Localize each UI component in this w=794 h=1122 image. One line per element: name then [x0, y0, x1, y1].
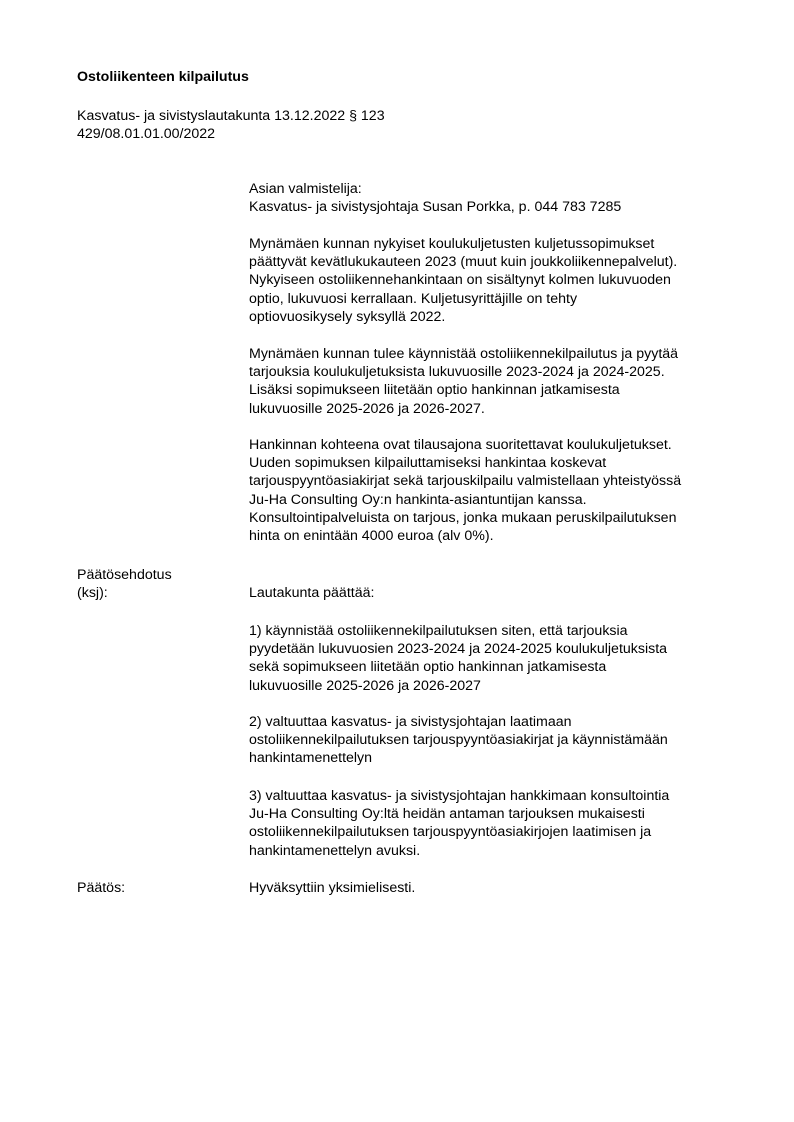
text-line: Lisäksi sopimukseen liitetään optio hankinnan jatkamisesta — [249, 382, 620, 399]
text-line: Mynämäen kunnan tulee käynnistää ostoliikennekilpailutus ja pyytää — [249, 346, 679, 362]
text-line: ostoliikennekilpailutuksen tarjouspyyntöasiakirjat ja käynnistämään — [249, 732, 668, 749]
proposal-item-1 — [249, 622, 749, 695]
paragraph-1 — [249, 235, 749, 326]
proposal-intro — [249, 584, 749, 602]
text-line: 3) valtuuttaa kasvatus- ja sivistysjohtajan hankkimaan konsultointia — [249, 788, 670, 804]
text-line: ostoliikennekilpailutuksen tarjouspyyntöasiakirjojen laatimisen ja — [249, 824, 652, 841]
decision-label: Päätös: — [77, 880, 126, 896]
text-line: tarjouksia koulukuljetuksista lukuvuosille 2023-2024 ja 2024-2025. — [249, 364, 665, 381]
text-line: Ju-Ha Consulting Oy:ltä heidän antaman tarjouksen mukaisesti — [249, 806, 645, 823]
text-line: hinta on enintään 4000 euroa (alv 0%). — [249, 528, 494, 545]
text-line: päättyvät kevätlukukauteen 2023 (muut kuin joukkoliikennepalvelut). — [249, 254, 678, 271]
proposal-item-2 — [249, 713, 749, 768]
text-line: lukuvuosille 2025-2026 ja 2026-2027 — [249, 677, 481, 694]
text-line: pyydetään lukuvuosien 2023-2024 ja 2024-2025 koulukuljetuksista — [249, 641, 668, 658]
text-line: Ju-Ha Consulting Oy:n hankinta-asiantuntijan kanssa. — [249, 491, 587, 508]
reference-number: 429/08.01.01.00/2022 — [77, 126, 216, 142]
decision-text: Hyväksyttiin yksimielisesti. — [249, 880, 416, 896]
decision-block — [249, 879, 749, 897]
text-line: tarjouspyyntöasiakirjat sekä tarjouskilpailu valmistellaan yhteistyössä — [249, 473, 682, 490]
preparer-label: Asian valmistelija: — [249, 181, 362, 197]
paragraph-2 — [249, 345, 749, 418]
preparer-name: Kasvatus- ja sivistysjohtaja Susan Porkka, p. 044 783 7285 — [249, 199, 622, 216]
text-line: lukuvuosille 2025-2026 ja 2026-2027. — [249, 400, 485, 417]
proposal-item-3 — [249, 787, 749, 860]
text-line: Konsultointipalveluista on tarjous, jonka mukaan peruskilpailutuksen — [249, 509, 677, 526]
text-line: hankintamenettelyn avuksi. — [249, 842, 421, 859]
paragraph-3 — [249, 436, 749, 545]
text-line: 2) valtuuttaa kasvatus- ja sivistysjohtajan laatimaan — [249, 714, 572, 730]
proposal-label-sub: (ksj): — [77, 585, 108, 601]
text-line: Hankinnan kohteena ovat tilausajona suoritettavat koulukuljetukset. — [249, 437, 672, 453]
text-line: hankintamenettelyn — [249, 750, 373, 767]
meeting-line: Kasvatus- ja sivistyslautakunta 13.12.2022 § 123 — [77, 108, 385, 124]
proposal-label: Päätösehdotus — [77, 567, 172, 583]
text-line: 1) käynnistää ostoliikennekilpailutuksen siten, että tarjouksia — [249, 623, 628, 639]
text-line: optio, lukuvuosi kerrallaan. Kuljetusyrittäjille on tehty — [249, 290, 578, 307]
text-line: Uuden sopimuksen kilpailuttamiseksi hankintaa koskevat — [249, 455, 607, 472]
proposal-intro-text: Lautakunta päättää: — [249, 585, 375, 601]
text-line: Nykyiseen ostoliikennehankintaan on sisältynyt kolmen lukuvuoden — [249, 272, 671, 289]
text-line: sekä sopimukseen liitetään optio hankinnan jatkamisesta — [249, 659, 607, 676]
document-title: Ostoliikenteen kilpailutus — [77, 69, 249, 85]
text-line: optiovuosikysely syksyllä 2022. — [249, 308, 446, 325]
text-line: Mynämäen kunnan nykyiset koulukuljetusten kuljetussopimukset — [249, 236, 655, 252]
preparer-block — [249, 180, 749, 216]
